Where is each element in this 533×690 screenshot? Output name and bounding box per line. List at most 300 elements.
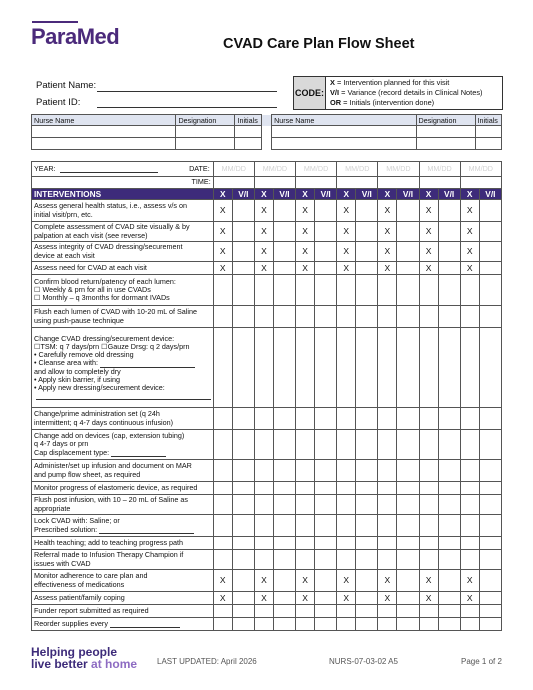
vi-cell[interactable] xyxy=(356,592,378,605)
vi-cell[interactable] xyxy=(273,306,295,328)
vi-cell[interactable] xyxy=(479,515,501,537)
vi-cell[interactable] xyxy=(479,482,501,495)
x-cell[interactable] xyxy=(337,537,356,550)
x-cell[interactable] xyxy=(296,430,315,460)
x-cell[interactable]: X xyxy=(460,242,479,262)
x-cell[interactable]: X xyxy=(213,222,232,242)
x-cell[interactable]: X xyxy=(378,200,397,222)
vi-cell[interactable] xyxy=(438,515,460,537)
nurse-cell[interactable] xyxy=(235,138,261,150)
x-cell[interactable] xyxy=(296,275,315,306)
x-cell[interactable] xyxy=(254,618,273,631)
x-cell[interactable] xyxy=(378,328,397,408)
vi-cell[interactable] xyxy=(356,460,378,482)
x-cell[interactable] xyxy=(337,482,356,495)
logo-accent-line xyxy=(32,21,78,23)
vi-cell[interactable] xyxy=(397,262,419,275)
time-cell[interactable] xyxy=(296,177,337,189)
fill-in-line[interactable] xyxy=(99,526,194,534)
x-cell[interactable] xyxy=(254,550,273,570)
x-cell[interactable] xyxy=(213,275,232,306)
patient-name-field[interactable] xyxy=(97,91,277,92)
vi-cell[interactable] xyxy=(315,242,337,262)
vi-cell[interactable] xyxy=(315,275,337,306)
x-cell[interactable] xyxy=(296,482,315,495)
x-cell[interactable] xyxy=(254,430,273,460)
vi-cell[interactable] xyxy=(273,537,295,550)
x-cell[interactable]: X xyxy=(337,262,356,275)
vi-cell[interactable] xyxy=(273,430,295,460)
x-cell[interactable]: X xyxy=(337,592,356,605)
x-cell[interactable] xyxy=(419,275,438,306)
vi-cell[interactable] xyxy=(479,460,501,482)
x-cell[interactable]: X xyxy=(213,200,232,222)
x-cell[interactable] xyxy=(378,550,397,570)
vi-cell[interactable] xyxy=(273,328,295,408)
vi-cell[interactable] xyxy=(479,328,501,408)
vi-cell[interactable] xyxy=(356,408,378,430)
x-cell[interactable] xyxy=(213,328,232,408)
x-cell[interactable]: X xyxy=(296,592,315,605)
vi-cell[interactable] xyxy=(479,408,501,430)
vi-cell[interactable] xyxy=(232,495,254,515)
vi-cell[interactable] xyxy=(232,605,254,618)
x-cell[interactable] xyxy=(254,275,273,306)
x-cell[interactable] xyxy=(460,515,479,537)
x-cell[interactable]: X xyxy=(378,222,397,242)
nurse-cell[interactable] xyxy=(416,138,475,150)
vi-cell[interactable] xyxy=(356,242,378,262)
vi-cell[interactable] xyxy=(232,482,254,495)
vi-cell[interactable] xyxy=(315,482,337,495)
vi-cell[interactable] xyxy=(232,515,254,537)
vi-cell[interactable] xyxy=(479,537,501,550)
vi-cell[interactable] xyxy=(315,495,337,515)
vi-cell[interactable] xyxy=(232,550,254,570)
vi-cell[interactable] xyxy=(315,537,337,550)
vi-cell[interactable] xyxy=(479,262,501,275)
vi-cell[interactable] xyxy=(479,592,501,605)
vi-cell[interactable] xyxy=(438,408,460,430)
x-cell[interactable] xyxy=(213,550,232,570)
x-cell[interactable]: X xyxy=(460,262,479,275)
x-cell[interactable]: X xyxy=(296,242,315,262)
x-cell[interactable] xyxy=(419,408,438,430)
nurse-cell[interactable] xyxy=(32,126,176,138)
vi-cell[interactable] xyxy=(356,515,378,537)
vi-cell[interactable] xyxy=(356,200,378,222)
vi-cell[interactable] xyxy=(356,222,378,242)
vi-cell[interactable] xyxy=(356,430,378,460)
date-cell[interactable]: MM/DD xyxy=(213,162,254,177)
fill-in-line[interactable] xyxy=(36,392,211,400)
date-cell[interactable]: MM/DD xyxy=(254,162,295,177)
x-cell[interactable] xyxy=(460,408,479,430)
x-cell[interactable]: X xyxy=(254,200,273,222)
x-cell[interactable] xyxy=(337,328,356,408)
x-cell[interactable]: X xyxy=(213,592,232,605)
vi-cell[interactable] xyxy=(397,275,419,306)
vi-cell[interactable] xyxy=(232,275,254,306)
vi-cell[interactable] xyxy=(479,430,501,460)
x-cell[interactable] xyxy=(296,537,315,550)
patient-id-field[interactable] xyxy=(97,107,277,108)
x-cell[interactable] xyxy=(460,537,479,550)
vi-cell[interactable] xyxy=(397,430,419,460)
x-cell[interactable] xyxy=(213,605,232,618)
x-cell[interactable] xyxy=(419,550,438,570)
vi-cell[interactable] xyxy=(232,242,254,262)
x-cell[interactable] xyxy=(460,618,479,631)
x-cell[interactable]: X xyxy=(337,570,356,592)
vi-cell[interactable] xyxy=(315,550,337,570)
x-cell[interactable] xyxy=(378,275,397,306)
date-cell[interactable]: MM/DD xyxy=(460,162,501,177)
vi-cell[interactable] xyxy=(315,328,337,408)
vi-cell[interactable] xyxy=(356,328,378,408)
vi-cell[interactable] xyxy=(397,570,419,592)
x-cell[interactable] xyxy=(378,430,397,460)
x-cell[interactable] xyxy=(254,537,273,550)
vi-cell[interactable] xyxy=(397,515,419,537)
nurse-cell[interactable] xyxy=(176,138,235,150)
vi-cell[interactable] xyxy=(438,328,460,408)
vi-cell[interactable] xyxy=(438,242,460,262)
x-cell[interactable] xyxy=(296,328,315,408)
vi-cell[interactable] xyxy=(438,570,460,592)
date-cell[interactable]: MM/DD xyxy=(296,162,337,177)
x-cell[interactable]: X xyxy=(460,200,479,222)
vi-cell[interactable] xyxy=(232,200,254,222)
x-cell[interactable]: X xyxy=(460,222,479,242)
x-cell[interactable] xyxy=(213,618,232,631)
x-cell[interactable] xyxy=(419,430,438,460)
x-cell[interactable] xyxy=(296,495,315,515)
nurse-cell[interactable] xyxy=(235,126,261,138)
x-cell[interactable] xyxy=(254,495,273,515)
x-cell[interactable]: X xyxy=(254,262,273,275)
vi-cell[interactable] xyxy=(479,550,501,570)
x-cell[interactable] xyxy=(378,537,397,550)
x-cell[interactable]: X xyxy=(337,242,356,262)
x-cell[interactable]: X xyxy=(254,222,273,242)
x-cell[interactable] xyxy=(378,515,397,537)
vi-cell[interactable] xyxy=(273,570,295,592)
x-cell[interactable]: X xyxy=(213,570,232,592)
vi-cell[interactable] xyxy=(356,482,378,495)
date-cell[interactable]: MM/DD xyxy=(419,162,460,177)
x-cell[interactable]: X xyxy=(213,262,232,275)
x-cell[interactable] xyxy=(460,482,479,495)
x-cell[interactable] xyxy=(419,328,438,408)
x-cell[interactable] xyxy=(213,537,232,550)
vi-cell[interactable] xyxy=(397,537,419,550)
x-cell[interactable]: X xyxy=(296,200,315,222)
vi-cell[interactable] xyxy=(315,570,337,592)
vi-cell[interactable] xyxy=(479,605,501,618)
vi-cell[interactable] xyxy=(273,592,295,605)
x-cell[interactable] xyxy=(460,495,479,515)
nurse-cell[interactable] xyxy=(416,126,475,138)
vi-cell[interactable] xyxy=(479,495,501,515)
vi-cell[interactable] xyxy=(273,408,295,430)
vi-cell[interactable] xyxy=(438,482,460,495)
x-cell[interactable] xyxy=(296,605,315,618)
x-cell[interactable]: X xyxy=(213,242,232,262)
vi-cell[interactable] xyxy=(273,550,295,570)
x-cell[interactable] xyxy=(419,460,438,482)
vi-cell[interactable] xyxy=(479,222,501,242)
vi-cell[interactable] xyxy=(356,537,378,550)
x-cell[interactable]: X xyxy=(419,570,438,592)
x-cell[interactable] xyxy=(460,550,479,570)
date-cell[interactable]: MM/DD xyxy=(378,162,419,177)
x-cell[interactable] xyxy=(378,482,397,495)
vi-cell[interactable] xyxy=(315,200,337,222)
x-cell[interactable] xyxy=(419,515,438,537)
x-cell[interactable] xyxy=(378,618,397,631)
x-cell[interactable] xyxy=(254,328,273,408)
x-cell[interactable]: X xyxy=(378,570,397,592)
x-cell[interactable] xyxy=(337,430,356,460)
x-cell[interactable]: X xyxy=(419,222,438,242)
vi-cell[interactable] xyxy=(232,570,254,592)
vi-cell[interactable] xyxy=(315,618,337,631)
x-cell[interactable] xyxy=(337,460,356,482)
vi-cell[interactable] xyxy=(315,408,337,430)
x-cell[interactable]: X xyxy=(378,242,397,262)
vi-cell[interactable] xyxy=(397,592,419,605)
x-cell[interactable] xyxy=(460,430,479,460)
vi-cell[interactable] xyxy=(479,275,501,306)
vi-cell[interactable] xyxy=(273,275,295,306)
vi-cell[interactable] xyxy=(232,328,254,408)
vi-cell[interactable] xyxy=(397,222,419,242)
x-cell[interactable] xyxy=(213,482,232,495)
x-cell[interactable] xyxy=(254,515,273,537)
x-cell[interactable] xyxy=(419,618,438,631)
x-cell[interactable] xyxy=(378,460,397,482)
x-cell[interactable]: X xyxy=(460,570,479,592)
vi-cell[interactable] xyxy=(273,495,295,515)
x-cell[interactable] xyxy=(419,605,438,618)
x-cell[interactable] xyxy=(337,306,356,328)
x-cell[interactable]: X xyxy=(378,592,397,605)
x-cell[interactable] xyxy=(378,306,397,328)
x-cell[interactable]: X xyxy=(337,222,356,242)
time-cell[interactable] xyxy=(460,177,501,189)
x-cell[interactable] xyxy=(337,618,356,631)
x-cell[interactable] xyxy=(254,482,273,495)
vi-cell[interactable] xyxy=(438,222,460,242)
x-cell[interactable] xyxy=(419,482,438,495)
vi-cell[interactable] xyxy=(438,200,460,222)
vi-cell[interactable] xyxy=(315,262,337,275)
vi-cell[interactable] xyxy=(315,592,337,605)
vi-cell[interactable] xyxy=(315,605,337,618)
x-cell[interactable] xyxy=(419,537,438,550)
vi-cell[interactable] xyxy=(397,242,419,262)
time-cell[interactable] xyxy=(213,177,254,189)
vi-cell[interactable] xyxy=(438,262,460,275)
vi-cell[interactable] xyxy=(356,262,378,275)
x-cell[interactable] xyxy=(296,515,315,537)
vi-cell[interactable] xyxy=(356,306,378,328)
x-cell[interactable] xyxy=(213,515,232,537)
vi-cell[interactable] xyxy=(397,306,419,328)
vi-cell[interactable] xyxy=(438,537,460,550)
vi-cell[interactable] xyxy=(397,495,419,515)
x-cell[interactable] xyxy=(378,495,397,515)
time-cell[interactable] xyxy=(254,177,295,189)
x-cell[interactable] xyxy=(254,306,273,328)
vi-cell[interactable] xyxy=(438,495,460,515)
fill-in-line[interactable] xyxy=(111,449,166,457)
x-cell[interactable] xyxy=(254,460,273,482)
time-cell[interactable] xyxy=(378,177,419,189)
x-cell[interactable]: X xyxy=(460,592,479,605)
vi-cell[interactable] xyxy=(438,605,460,618)
vi-cell[interactable] xyxy=(438,592,460,605)
vi-cell[interactable] xyxy=(315,515,337,537)
vi-cell[interactable] xyxy=(315,222,337,242)
vi-cell[interactable] xyxy=(356,570,378,592)
x-cell[interactable] xyxy=(337,275,356,306)
x-cell[interactable]: X xyxy=(419,242,438,262)
x-cell[interactable]: X xyxy=(337,200,356,222)
vi-cell[interactable] xyxy=(232,537,254,550)
x-cell[interactable]: X xyxy=(296,570,315,592)
x-cell[interactable] xyxy=(419,495,438,515)
x-cell[interactable]: X xyxy=(296,262,315,275)
vi-cell[interactable] xyxy=(232,430,254,460)
vi-cell[interactable] xyxy=(232,262,254,275)
x-cell[interactable]: X xyxy=(254,592,273,605)
vi-cell[interactable] xyxy=(356,550,378,570)
x-cell[interactable] xyxy=(296,460,315,482)
vi-cell[interactable] xyxy=(273,262,295,275)
vi-cell[interactable] xyxy=(356,618,378,631)
vi-cell[interactable] xyxy=(273,222,295,242)
vi-cell[interactable] xyxy=(479,200,501,222)
vi-cell[interactable] xyxy=(232,592,254,605)
vi-cell[interactable] xyxy=(397,408,419,430)
x-cell[interactable]: X xyxy=(419,200,438,222)
x-cell[interactable]: X xyxy=(419,262,438,275)
fill-in-line[interactable] xyxy=(110,620,180,628)
vi-cell[interactable] xyxy=(438,550,460,570)
x-cell[interactable] xyxy=(296,550,315,570)
x-cell[interactable] xyxy=(213,408,232,430)
vi-cell[interactable] xyxy=(273,460,295,482)
x-cell[interactable]: X xyxy=(296,222,315,242)
x-cell[interactable]: X xyxy=(254,570,273,592)
vi-cell[interactable] xyxy=(315,430,337,460)
x-cell[interactable] xyxy=(337,550,356,570)
vi-cell[interactable] xyxy=(397,550,419,570)
x-cell[interactable] xyxy=(213,306,232,328)
x-cell[interactable] xyxy=(213,460,232,482)
vi-cell[interactable] xyxy=(479,570,501,592)
x-cell[interactable] xyxy=(419,306,438,328)
vi-cell[interactable] xyxy=(438,306,460,328)
nurse-cell[interactable] xyxy=(32,138,176,150)
vi-cell[interactable] xyxy=(273,618,295,631)
x-cell[interactable] xyxy=(296,306,315,328)
vi-cell[interactable] xyxy=(397,328,419,408)
vi-cell[interactable] xyxy=(232,222,254,242)
x-cell[interactable] xyxy=(337,515,356,537)
vi-cell[interactable] xyxy=(273,242,295,262)
vi-cell[interactable] xyxy=(273,515,295,537)
vi-cell[interactable] xyxy=(356,275,378,306)
vi-cell[interactable] xyxy=(438,460,460,482)
vi-cell[interactable] xyxy=(356,605,378,618)
vi-cell[interactable] xyxy=(479,618,501,631)
vi-cell[interactable] xyxy=(397,618,419,631)
vi-cell[interactable] xyxy=(273,605,295,618)
x-cell[interactable] xyxy=(296,618,315,631)
nurse-cell[interactable] xyxy=(176,126,235,138)
x-cell[interactable] xyxy=(460,460,479,482)
vi-cell[interactable] xyxy=(315,306,337,328)
date-cell[interactable]: MM/DD xyxy=(337,162,378,177)
x-cell[interactable] xyxy=(213,430,232,460)
x-cell[interactable]: X xyxy=(419,592,438,605)
vi-cell[interactable] xyxy=(438,618,460,631)
x-cell[interactable]: X xyxy=(378,262,397,275)
x-cell[interactable] xyxy=(460,275,479,306)
x-cell[interactable] xyxy=(460,328,479,408)
vi-cell[interactable] xyxy=(315,460,337,482)
vi-cell[interactable] xyxy=(273,200,295,222)
year-field[interactable] xyxy=(60,165,158,173)
nurse-cell[interactable] xyxy=(272,126,416,138)
vi-cell[interactable] xyxy=(232,460,254,482)
vi-cell[interactable] xyxy=(397,200,419,222)
vi-cell[interactable] xyxy=(232,618,254,631)
vi-cell[interactable] xyxy=(397,482,419,495)
x-cell[interactable] xyxy=(378,408,397,430)
x-cell[interactable] xyxy=(254,408,273,430)
x-cell[interactable] xyxy=(337,495,356,515)
x-cell[interactable] xyxy=(337,605,356,618)
vi-cell[interactable] xyxy=(273,482,295,495)
vi-cell[interactable] xyxy=(397,460,419,482)
x-cell[interactable] xyxy=(460,306,479,328)
nurse-cell[interactable] xyxy=(475,138,501,150)
x-cell[interactable] xyxy=(460,605,479,618)
vi-cell[interactable] xyxy=(479,306,501,328)
vi-cell[interactable] xyxy=(438,430,460,460)
vi-cell[interactable] xyxy=(232,306,254,328)
x-cell[interactable] xyxy=(378,605,397,618)
nurse-cell[interactable] xyxy=(475,126,501,138)
vi-cell[interactable] xyxy=(397,605,419,618)
nurse-cell[interactable] xyxy=(272,138,416,150)
time-cell[interactable] xyxy=(337,177,378,189)
vi-cell[interactable] xyxy=(438,275,460,306)
vi-cell[interactable] xyxy=(479,242,501,262)
x-cell[interactable] xyxy=(296,408,315,430)
x-cell[interactable] xyxy=(213,495,232,515)
x-cell[interactable] xyxy=(337,408,356,430)
vi-cell[interactable] xyxy=(356,495,378,515)
vi-cell[interactable] xyxy=(232,408,254,430)
time-cell[interactable] xyxy=(419,177,460,189)
x-cell[interactable]: X xyxy=(254,242,273,262)
x-cell[interactable] xyxy=(254,605,273,618)
